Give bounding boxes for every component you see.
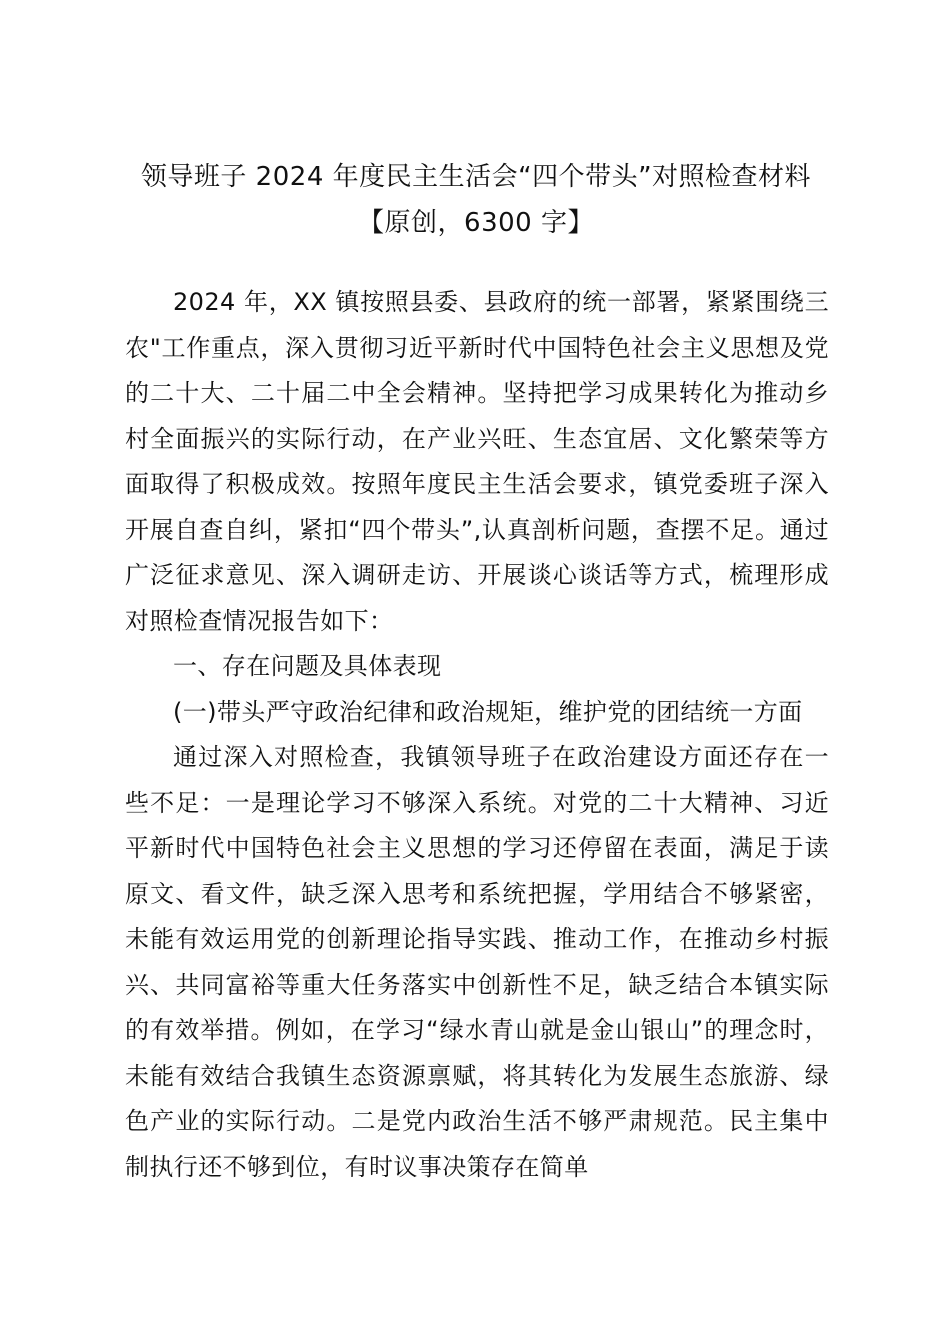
subsection-heading: (一)带头严守政治纪律和政治规矩，维护党的团结统一方面	[173, 697, 803, 726]
document-title: 领导班子 2024 年度民主生活会“四个带头”对照检查材料【原创，6300 字】	[140, 162, 812, 238]
document-body	[125, 280, 829, 1190]
intro-paragraph: 2024 年，XX 镇按照县委、县政府的统一部署，紧紧围绕三农"工作重点，深入贯彻习近平新时代中国特色社会主义思想及党的二十大、二十届二中全会精神。坚持把学习成果转化为推动乡村全面振兴的实际行动，在产业兴旺、生态宜居、文化繁荣等方面取得了积极成效。按照年度民主生活会要求，镇党委班子深入开展自查自纠，紧扣“四个带头”,认真剖析问题，查摆不足。通过广泛征求意见、深入调研走访、开展谈心谈话等方式，梳理形成对照检查情况报告如下：	[125, 288, 829, 635]
section-heading: 一、存在问题及具体表现	[173, 652, 442, 680]
body-paragraph: 通过深入对照检查，我镇领导班子在政治建设方面还存在一些不足：一是理论学习不够深入系统。对党的二十大精神、习近平新时代中国特色社会主义思想的学习还停留在表面，满足于读原文、看文件，缺乏深入思考和系统把握，学用结合不够紧密，未能有效运用党的创新理论指导实践、推动工作，在推动乡村振兴、共同富裕等重大任务落实中创新性不足，缺乏结合本镇实际的有效举措。例如，在学习“绿水青山就是金山银山”的理念时，未能有效结合我镇生态资源禀赋，将其转化为发展生态旅游、绿色产业的实际行动。二是党内政治生活不够严肃规范。民主集中制执行还不够到位，有时议事决策存在简单	[125, 743, 829, 1181]
